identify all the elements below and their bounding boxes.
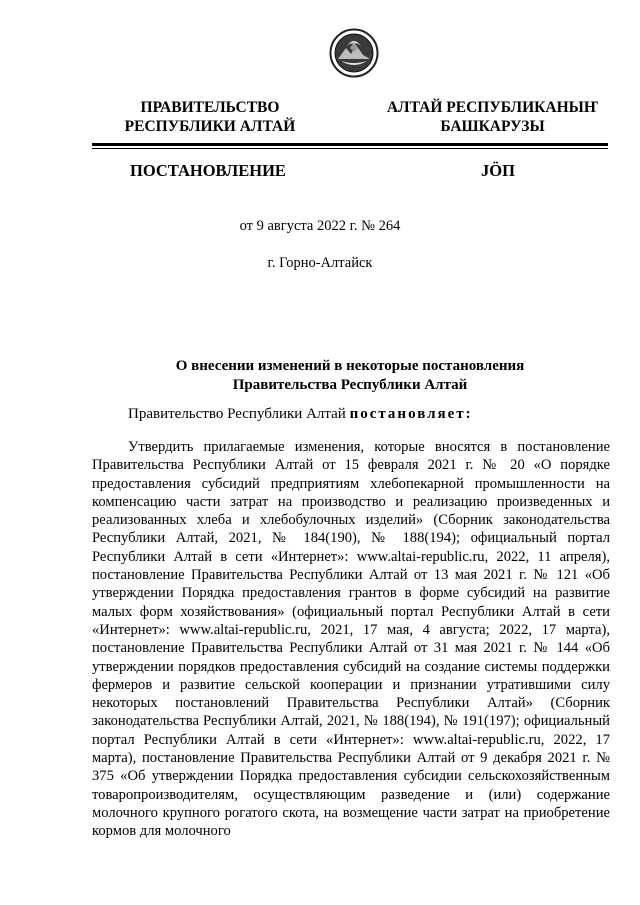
doc-type-ru: ПОСТАНОВЛЕНИЕ: [130, 161, 286, 180]
header-divider-thick: [92, 143, 608, 146]
decree-intro-line: [128, 406, 473, 423]
header-left-line2: РЕСПУБЛИКИ АЛТАЙ: [124, 118, 296, 135]
header-left: [115, 98, 305, 136]
doc-type-alt: JӦП: [481, 161, 515, 180]
coat-of-arms-icon: [329, 28, 379, 78]
title-line2: Правительства Республики Алтай: [232, 377, 468, 393]
header-divider-thin: [92, 148, 608, 149]
header-left-line1: ПРАВИТЕЛЬСТВО: [140, 99, 280, 116]
header-right-line1: АЛТАЙ РЕСПУБЛИКАНЫҤ: [386, 99, 599, 116]
header-right: [380, 98, 605, 136]
body-paragraph: Утвердить прилагаемые изменения, которые вносятся в постановление Правительства Республики Алтай от 15 февраля 2021 г. № 20 «О порядке предоставления субсидий предприятиям хлебопекарной промышленности на компенсацию части затрат на производство и реализацию произведенных и реализованных хлеба и хлебобулочных изделий» (Сборник законодательства Республики Алтай, 2021, № 184(190), № 188(194); официальный портал Республики Алтай в сети «Интернет»: www.altai-republic.ru, 2022, 11 апреля), постановление Правительства Республики Алтай от 13 мая 2021 г. № 121 «Об утверждении Порядка предоставления грантов в форме субсидий на развитие малых форм хозяйствования» (официальный портал Республики Алтай в сети «Интернет»: www.altai-republic.ru, 2021, 17 мая, 4 августа; 2022, 17 марта), постановление Правительства Республики Алтай от 31 мая 2021 г. № 144 «Об утверждении порядков предоставления субсидий на создание системы поддержки фермеров и развитие сельской кооперации и признании утратившими силу некоторых постановлений Правительства Республики Алтай» (Сборник законодательства Республики Алтай, 2021, № 188(194), № 191(197); официальный портал Республики Алтай в сети «Интернет»: www.altai-republic.ru, 2022, 17 марта), постановление Правительства Республики Алтай от 9 декабря 2021 г. № 375 «Об утверждении Порядка предоставления субсидии сельскохозяйственным товаропроизводителям, осуществляющим разведение и (или) содержание молочного крупного рогатого скота, на возмещение части затрат на приобретение кормов для молочного: [92, 439, 610, 840]
document-date: от 9 августа 2022 г. № 264: [239, 218, 401, 234]
decree-intro: Правительство Республики Алтай: [128, 406, 346, 422]
title-line1: О внесении изменений в некоторые постановления: [175, 358, 525, 374]
header-right-line2: БАШКАРУЗЫ: [440, 118, 545, 135]
document-title: [92, 357, 608, 395]
document-city: г. Горно-Алтайск: [267, 255, 373, 271]
decree-verb: постановляет:: [349, 406, 473, 422]
